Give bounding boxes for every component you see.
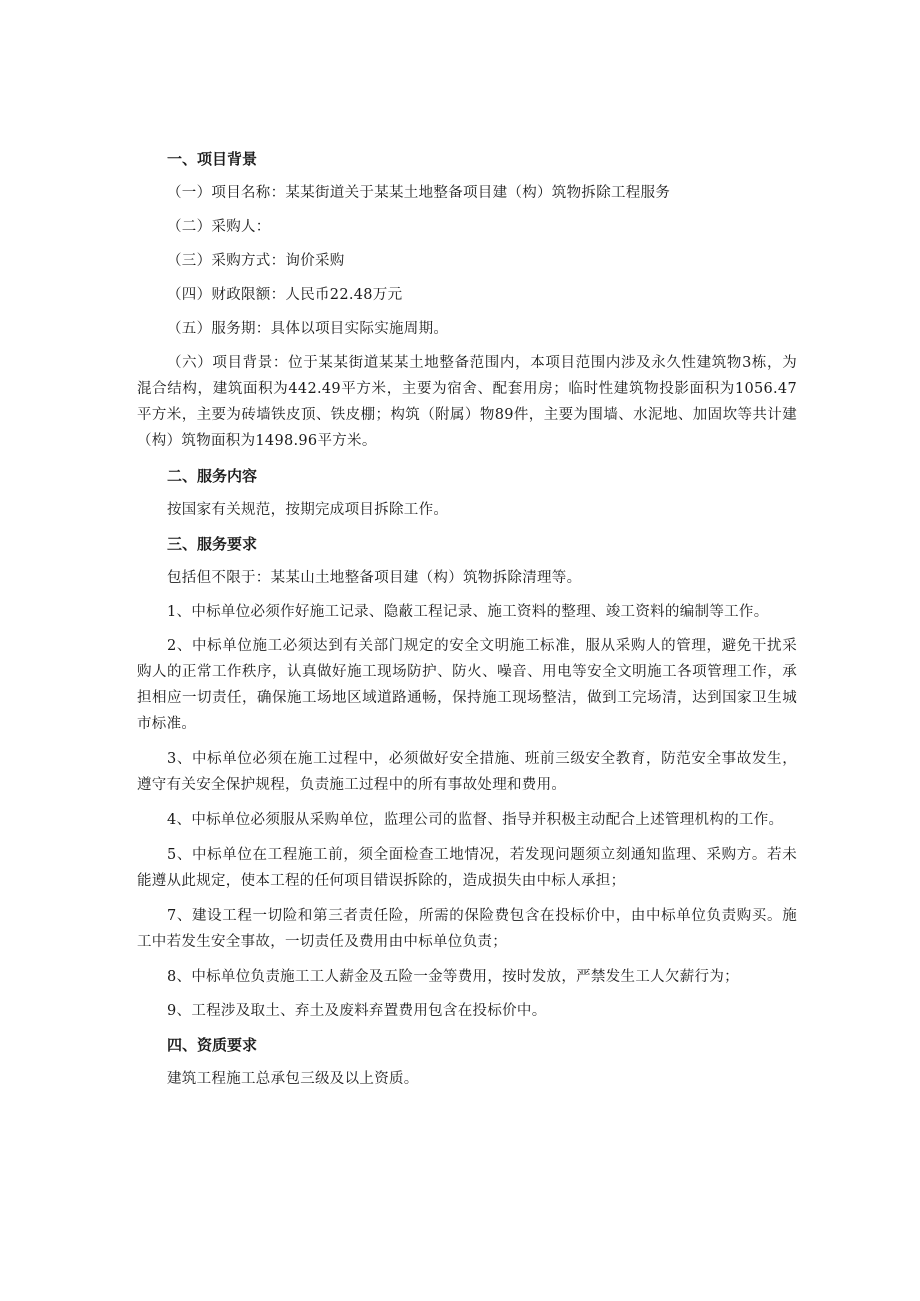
- paragraph-project-background: （六）项目背景：位于某某街道某某土地整备范围内，本项目范围内涉及永久性建筑物3栋，为混合结构，建筑面积为442.49平方米，主要为宿舍、配套用房；临时性建筑物投影面积为1056.47平方米，主要为砖墙铁皮顶、铁皮棚；构筑（附属）物89件，主要为围墙、水泥地、加固坎等共计建（构）筑物面积为1498.96平方米。: [137, 355, 797, 449]
- paragraph-project-name: （一）项目名称：某某街道关于某某土地整备项目建（构）筑物拆除工程服务: [167, 185, 671, 201]
- paragraph-requirement-8: 8、中标单位负责施工工人薪金及五险一金等费用，按时发放，严禁发生工人欠薪行为；: [167, 969, 739, 985]
- paragraph-purchaser: （二）采购人：: [167, 219, 271, 235]
- document-body: [137, 146, 797, 1100]
- paragraph-requirement-4: 4、中标单位必须服从采购单位，监理公司的监督、指导并积极主动配合上述管理机构的工作。: [167, 812, 784, 828]
- paragraph-service-content: 按国家有关规范，按期完成项目拆除工作。: [167, 502, 449, 518]
- paragraph-requirement-2: 2、中标单位施工必须达到有关部门规定的安全文明施工标准，服从采购人的管理，避免干扰采购人的正常工作秩序，认真做好施工现场防护、防火、噪音、用电等安全文明施工各项管理工作，承担相应一切责任，确保施工场地区域道路通畅，保持施工现场整洁，做到工完场清，达到国家卫生城市标准。: [137, 638, 797, 732]
- paragraph-budget-limit: （四）财政限额：人民币22.48万元: [167, 287, 403, 303]
- section-heading-project-background: 一、项目背景: [167, 150, 258, 168]
- paragraph-requirement-1: 1、中标单位必须作好施工记录、隐蔽工程记录、施工资料的整理、竣工资料的编制等工作。: [167, 604, 769, 620]
- paragraph-requirement-7: 7、建设工程一切险和第三者责任险，所需的保险费包含在投标价中，由中标单位负责购买。施工中若发生安全事故，一切责任及费用由中标单位负责；: [137, 908, 797, 950]
- paragraph-requirement-9: 9、工程涉及取土、弃土及废料弃置费用包含在投标价中。: [167, 1003, 547, 1019]
- section-heading-service-requirements: 三、服务要求: [167, 535, 258, 553]
- section-heading-qualification: 四、资质要求: [167, 1036, 258, 1054]
- paragraph-requirement-3: 3、中标单位必须在施工过程中，必须做好安全措施、班前三级安全教育，防范安全事故发生，遵守有关安全保护规程，负责施工过程中的所有事故处理和费用。: [137, 751, 797, 793]
- paragraph-qualification: 建筑工程施工总承包三级及以上资质。: [167, 1071, 419, 1087]
- paragraph-requirement-5: 5、中标单位在工程施工前，须全面检查工地情况，若发现问题须立刻通知监理、采购方。若未能遵从此规定，使本工程的任何项目错误拆除的，造成损失由中标人承担；: [137, 847, 797, 889]
- paragraph-service-period: （五）服务期：具体以项目实际实施周期。: [167, 321, 449, 337]
- section-heading-service-content: 二、服务内容: [167, 467, 258, 485]
- paragraph-requirements-scope: 包括但不限于：某某山土地整备项目建（构）筑物拆除清理等。: [167, 570, 582, 586]
- paragraph-procurement-method: （三）采购方式：询价采购: [167, 253, 345, 269]
